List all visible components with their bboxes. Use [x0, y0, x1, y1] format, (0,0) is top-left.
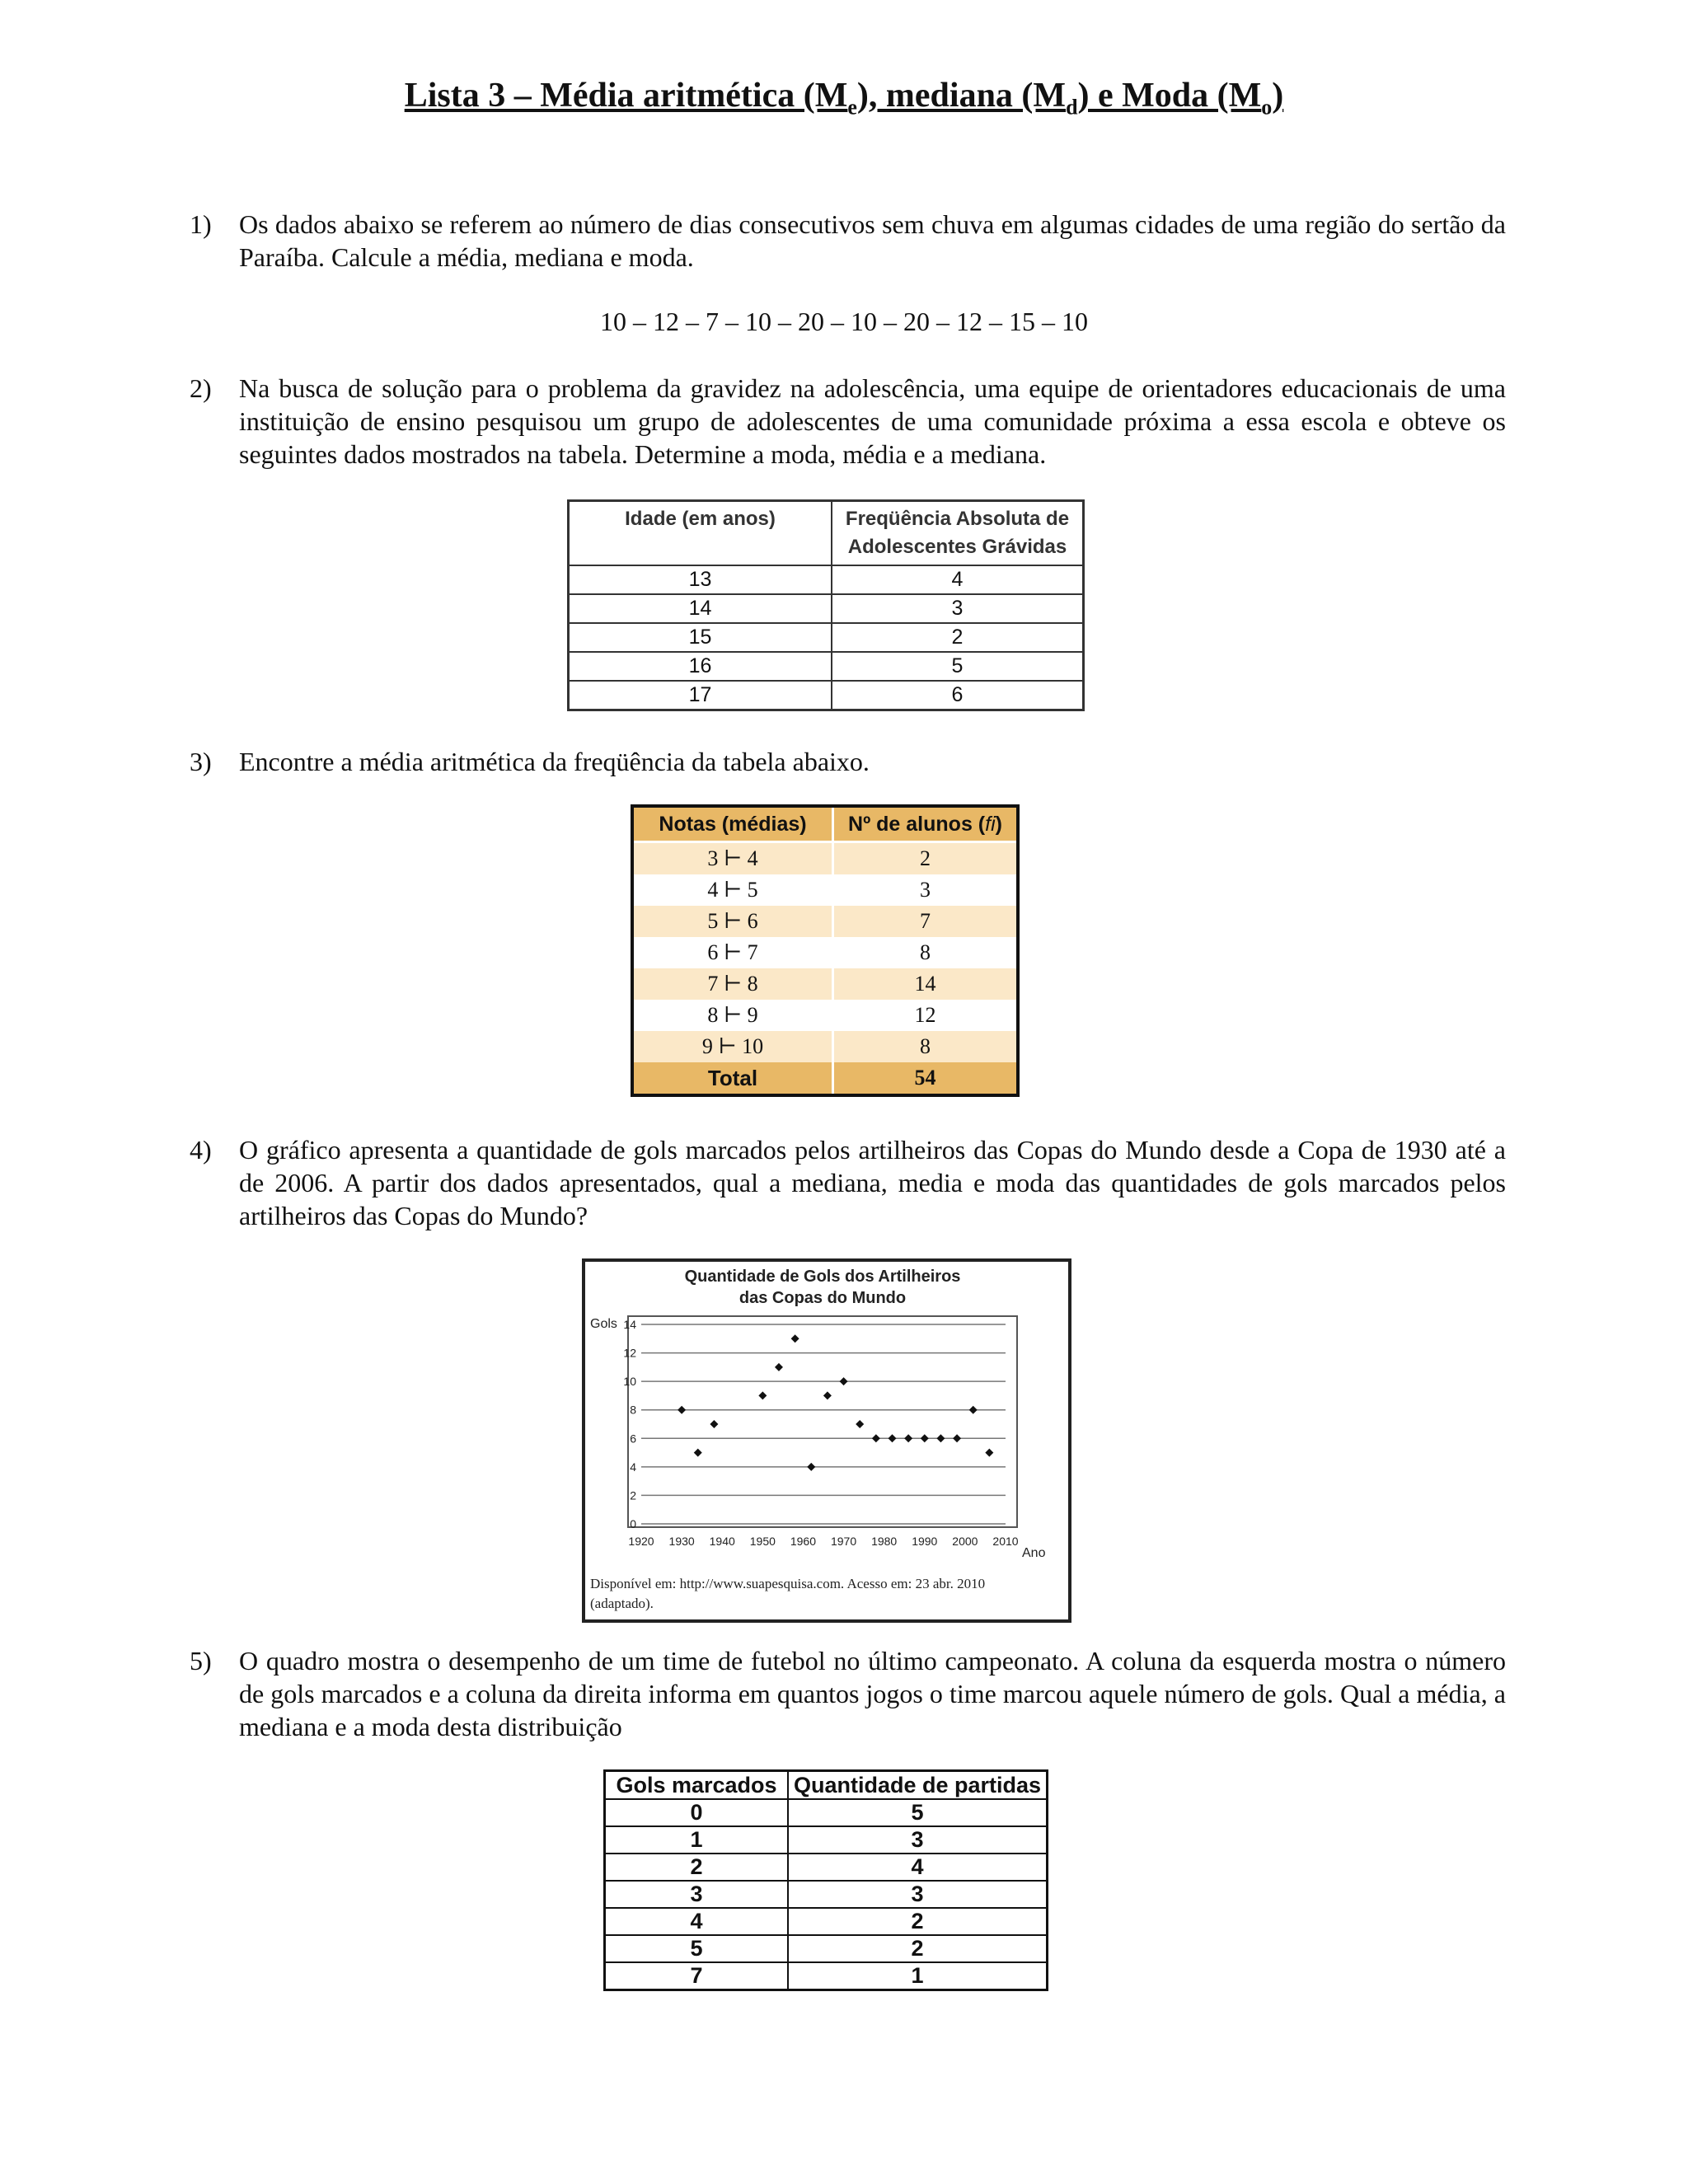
table-cell: 9 ⊢ 10	[632, 1031, 833, 1062]
table-cell: 4 ⊢ 5	[632, 874, 833, 906]
table-row	[605, 1854, 1048, 1881]
table-row	[605, 1881, 1048, 1908]
table-row	[569, 594, 1084, 623]
table-cell: 7	[605, 1962, 789, 1990]
chart-xtick-label: 1950	[749, 1535, 776, 1548]
table-row	[632, 968, 1018, 1000]
question-4	[190, 1133, 1506, 1232]
chart-svg	[585, 1262, 1068, 1619]
question-text: Os dados abaixo se referem ao número de dias consecutivos sem chuva em algumas cidades de uma região do sertão da Paraíba. Calcule a média, mediana e moda.	[239, 209, 1506, 272]
table-header: Freqüência Absoluta de Adolescentes Grávidas	[832, 501, 1084, 566]
chart-point	[840, 1377, 848, 1385]
table-row	[632, 874, 1018, 906]
table-cell: 15	[569, 623, 832, 652]
table-row	[605, 1908, 1048, 1935]
chart-xtick-label: 1990	[912, 1535, 938, 1548]
table-cell: 7 ⊢ 8	[632, 968, 833, 1000]
table-cell: 13	[569, 565, 832, 594]
table-row	[605, 1826, 1048, 1854]
question-5	[190, 1644, 1506, 1743]
table-cell: 8 ⊢ 9	[632, 1000, 833, 1031]
table-cell: 14	[833, 968, 1019, 1000]
chart-title-line2: das Copas do Mundo	[738, 1289, 907, 1307]
table-cell: 2	[605, 1854, 789, 1881]
q1-data-line: 10 – 12 – 7 – 10 – 20 – 10 – 20 – 12 – 15 – 10	[600, 307, 1088, 336]
table-cell: 3	[788, 1826, 1048, 1854]
table-cell: 3	[833, 874, 1019, 906]
table-row	[605, 1962, 1048, 1990]
chart-xtick-label: 1980	[871, 1535, 898, 1548]
table-cell: 4	[788, 1854, 1048, 1881]
table-row	[632, 937, 1018, 968]
chart-ytick-label: 6	[630, 1432, 636, 1446]
table-cell: 6 ⊢ 7	[632, 937, 833, 968]
table-cell: 3	[788, 1881, 1048, 1908]
table-row	[569, 652, 1084, 681]
chart-point	[758, 1391, 767, 1399]
question-text: Na busca de solução para o problema da gravidez na adolescência, uma equipe de orientadores educacionais de uma instituição de ensino pesquisou um grupo de adolescentes de uma comunidade próxima a essa escola e obteve os seguintes dados mostrados na tabela. Determine a moda, média e a mediana.	[239, 373, 1506, 469]
chart-point	[921, 1434, 929, 1442]
chart-point	[678, 1406, 686, 1414]
chart-ytick-label: 14	[623, 1318, 636, 1331]
chart-point	[872, 1434, 880, 1442]
table-row	[605, 1799, 1048, 1826]
question-number: 2)	[190, 373, 212, 403]
table-cell: 17	[569, 681, 832, 710]
chart-point	[791, 1334, 799, 1343]
chart-xtick-label: 1960	[790, 1535, 817, 1548]
table-cell: 4	[832, 565, 1084, 594]
table-cell: 5 ⊢ 6	[632, 906, 833, 937]
chart-world-cup-goals	[582, 1258, 1071, 1623]
chart-title-line1: Quantidade de Gols dos Artilheiros	[684, 1268, 961, 1286]
chart-ytick-label: 4	[630, 1460, 636, 1474]
table-header: Quantidade de partidas	[788, 1771, 1048, 1800]
page-title: Lista 3 – Média aritmética $(M_e)$, mediana $(M_d)$ e Moda $(M_o)$	[404, 77, 1284, 120]
chart-point	[807, 1463, 815, 1471]
table-cell: 2	[788, 1935, 1048, 1962]
question-text: O quadro mostra o desempenho de um time de futebol no último campeonato. A coluna da esquerda mostra o número de gols marcados e a coluna da direita informa em quantos jogos o time marcou aquele número de gols. Qual a média, a mediana e a moda desta distribuição	[239, 1646, 1506, 1741]
table-cell: 5	[832, 652, 1084, 681]
table-cell: 3	[605, 1881, 789, 1908]
table-row	[569, 681, 1084, 710]
table-row	[632, 1000, 1018, 1031]
table-header: Notas (médias)	[632, 806, 833, 842]
chart-point	[969, 1406, 978, 1414]
table-cell: 12	[833, 1000, 1019, 1031]
chart-source-line1: Disponível em: http://www.suapesquisa.com. Acesso em: 23 abr. 2010	[590, 1576, 986, 1591]
table-cell: 3	[832, 594, 1084, 623]
chart-ytick-label: 10	[623, 1375, 636, 1389]
chart-source-line2: (adaptado).	[590, 1596, 654, 1611]
table-row	[569, 623, 1084, 652]
table-cell: 3 ⊢ 4	[632, 842, 833, 875]
chart-point	[904, 1434, 912, 1442]
total-label: Total	[632, 1062, 833, 1095]
question-text: O gráfico apresenta a quantidade de gols marcados pelos artilheiros das Copas do Mundo desde a Copa de 1930 até a de 2006. A partir dos dados apresentados, qual a mediana, media e moda das quantidades de gols marcados pelos artilheiros das Copas do Mundo?	[239, 1135, 1506, 1230]
chart-point	[694, 1449, 702, 1457]
table-cell: 2	[832, 623, 1084, 652]
table-header: Idade (em anos)	[569, 501, 832, 566]
table-row	[605, 1935, 1048, 1962]
table-cell: 8	[833, 937, 1019, 968]
chart-point	[823, 1391, 832, 1399]
table-cell: 14	[569, 594, 832, 623]
table-cell: 2	[788, 1908, 1048, 1935]
table-row	[632, 842, 1018, 875]
chart-ytick-label: 12	[623, 1346, 636, 1360]
question-number: 5)	[190, 1646, 212, 1675]
chart-ylabel: Gols	[590, 1317, 617, 1331]
table-cell: 6	[832, 681, 1084, 710]
chart-ytick-label: 2	[630, 1488, 636, 1502]
chart-point	[856, 1420, 864, 1428]
question-3	[190, 745, 1506, 778]
table-cell: 5	[788, 1799, 1048, 1826]
question-2	[190, 372, 1506, 471]
table-pregnancy-ages	[567, 499, 1085, 711]
chart-point	[953, 1434, 961, 1442]
chart-point	[775, 1363, 783, 1371]
chart-xtick-label: 2010	[992, 1535, 1019, 1548]
chart-point	[888, 1434, 896, 1442]
table-cell: 4	[605, 1908, 789, 1935]
chart-xlabel: Ano	[1022, 1546, 1046, 1560]
table-row	[632, 906, 1018, 937]
question-text: Encontre a média aritmética da freqüência da tabela abaixo.	[239, 747, 870, 776]
question-number: 3)	[190, 747, 212, 776]
chart-xtick-label: 1970	[830, 1535, 857, 1548]
table-cell: 7	[833, 906, 1019, 937]
table-header: Gols marcados	[605, 1771, 789, 1800]
chart-point	[985, 1449, 993, 1457]
table-cell: 5	[605, 1935, 789, 1962]
table-row	[569, 565, 1084, 594]
question-number: 1)	[190, 209, 212, 239]
question-number: 4)	[190, 1135, 212, 1165]
table-cell: 16	[569, 652, 832, 681]
table-cell: 1	[788, 1962, 1048, 1990]
chart-point	[936, 1434, 945, 1442]
chart-ytick-label: 8	[630, 1403, 636, 1417]
table-cell: 0	[605, 1799, 789, 1826]
chart-xtick-label: 1920	[628, 1535, 654, 1548]
table-grades	[631, 804, 1020, 1097]
table-cell: 2	[833, 842, 1019, 875]
table-cell: 1	[605, 1826, 789, 1854]
question-1	[190, 208, 1506, 274]
table-row	[632, 1031, 1018, 1062]
table-header: Nº de alunos (fi)	[833, 806, 1019, 842]
chart-point	[710, 1420, 718, 1428]
table-cell: 8	[833, 1031, 1019, 1062]
table-goals	[603, 1769, 1048, 1991]
chart-ytick-label: 0	[630, 1517, 636, 1530]
chart-xtick-label: 1940	[709, 1535, 735, 1548]
total-value: 54	[833, 1062, 1019, 1095]
chart-xtick-label: 1930	[668, 1535, 695, 1548]
chart-xtick-label: 2000	[952, 1535, 978, 1548]
